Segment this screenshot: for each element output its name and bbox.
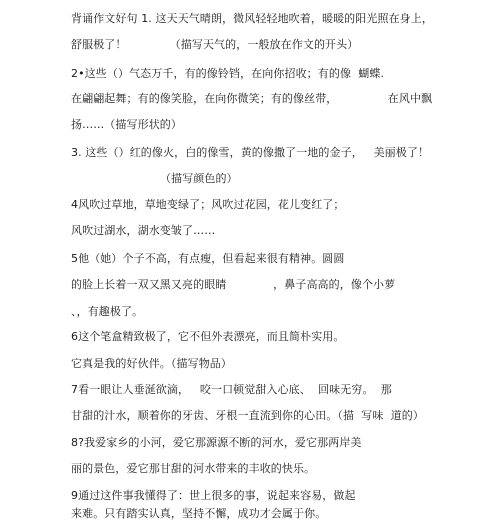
text-line-5: 扬……（描写形状的） — [71, 118, 182, 131]
text-line-6: 3. 这些（）红的像火，白的像雪，黄的像撒了一地的金子， 美丽极了！ — [71, 146, 430, 159]
text-line-7: （描写颜色的） — [160, 172, 238, 185]
text-line-10: 5他（她）个子不高，有点瘦，但看起来很有精神。圆圆 — [71, 252, 345, 265]
text-line-8: 4风吹过草地，草地变绿了；风吹过花园，花儿变红了； — [71, 198, 345, 211]
text-line-3: 2•这些（）气态万千，有的像铃铛，在向你招收；有的像 蝴蝶. — [71, 67, 385, 80]
text-line-9: 风吹过湖水，湖水变皱了…… — [71, 224, 216, 237]
text-line-19: 9通过这件事我懂得了：世上很多的事，说起来容易，做起 — [71, 489, 356, 502]
text-line-4: 在翩翩起舞；有的像笑脸，在向你微笑；有的像丝带， 在风中飘 — [71, 92, 433, 105]
text-line-18: 丽的景色，爱它那甘甜的河水带来的丰收的快乐。 — [71, 462, 316, 475]
text-line-11: 的脸上长着一双又黑又亮的眼睛 ，鼻子高高的，像个小萝 — [71, 278, 396, 291]
text-line-2: 舒服极了！ （描写天气的，一般放在作文的开头） — [71, 38, 359, 51]
text-line-14: 它真是我的好伙伴。（描写物品） — [71, 357, 232, 370]
text-line-15: 7看一眼让人垂涎欲滴， 咬一口顿觉甜入心底、 回味无穷。 那 — [71, 383, 392, 396]
text-line-13: 6这个笔盒精致极了，它不但外表漂亮，而且简朴实用。 — [71, 330, 345, 343]
text-line-16: 甘甜的汁水，顺着你的牙齿、牙根一直流到你的心田。（描 写味 道的） — [71, 409, 424, 422]
text-line-17: 8?我爱家乡的小河，爱它那源源不断的河水，爱它那两岸美 — [71, 436, 362, 449]
text-line-1: 背诵作文好句 1. 这天天气晴朗，微风轻轻地吹着，暖暖的阳光照在身上， — [71, 12, 433, 25]
text-line-12: 、，有趣极了。 — [71, 305, 144, 318]
text-line-20: 来难。只有踏实认真，坚持不懈，成功才会属于你。 — [71, 507, 327, 520]
